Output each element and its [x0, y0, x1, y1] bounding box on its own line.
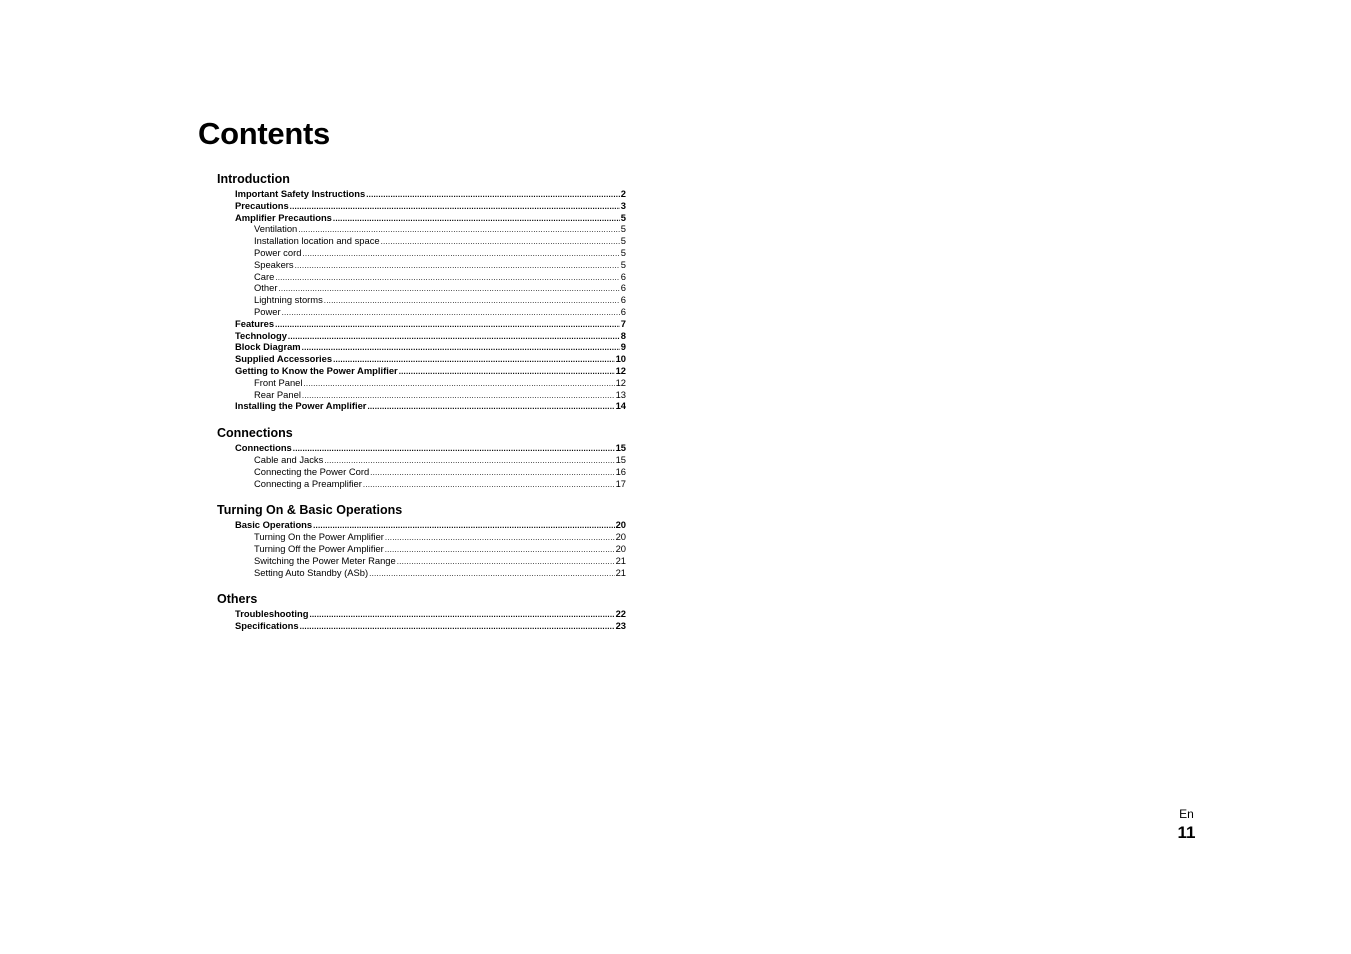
toc-entry-label: Connecting a Preamplifier — [254, 477, 362, 489]
toc-entry[interactable] — [217, 212, 626, 224]
dot-leader — [295, 261, 620, 271]
toc-entry-label: Specifications — [235, 620, 299, 632]
toc-entry-label: Installing the Power Amplifier — [235, 400, 367, 412]
toc-entry-label: Supplied Accessories — [235, 353, 333, 365]
toc-entry-page: 5 — [620, 223, 626, 235]
dot-leader — [313, 521, 614, 531]
dot-leader — [303, 379, 614, 389]
dot-leader — [275, 320, 620, 330]
toc-entry-label: Care — [254, 270, 275, 282]
dot-leader — [278, 284, 619, 294]
toc-entry-page: 6 — [620, 282, 626, 294]
section-heading: Turning On & Basic Operations — [217, 503, 403, 518]
toc-entry-label: Block Diagram — [235, 341, 301, 353]
dot-leader — [302, 249, 619, 259]
toc-entry-page: 16 — [615, 465, 626, 477]
toc-entry[interactable] — [217, 294, 626, 306]
toc-entry[interactable] — [217, 620, 626, 632]
dot-leader — [275, 272, 619, 282]
toc-entry[interactable] — [217, 543, 626, 555]
toc-entry-label: Technology — [235, 329, 287, 341]
toc-entry-label: Speakers — [254, 258, 294, 270]
toc-entry-label: Power — [254, 305, 281, 317]
toc-entry[interactable] — [217, 235, 626, 247]
toc-entry[interactable] — [217, 330, 626, 342]
dot-leader — [302, 390, 615, 400]
toc-entry-page: 6 — [620, 305, 626, 317]
toc-entry[interactable] — [217, 519, 626, 531]
page-footer — [1170, 806, 1203, 844]
toc-entry-label: Front Panel — [254, 376, 303, 388]
dot-leader — [333, 355, 614, 365]
toc-entry[interactable] — [217, 478, 626, 490]
toc-entry-label: Getting to Know the Power Amplifier — [235, 364, 398, 376]
dot-leader — [363, 479, 615, 489]
dot-leader — [399, 367, 615, 377]
section-heading: Others — [217, 592, 258, 607]
toc-entry-label: Ventilation — [254, 223, 298, 235]
toc-entry-label: Troubleshooting — [235, 608, 309, 620]
toc-entry[interactable] — [217, 400, 626, 412]
page-title: Contents — [198, 116, 330, 151]
toc-entry-page: 8 — [620, 329, 626, 341]
toc-entry[interactable] — [217, 454, 626, 466]
section-heading: Introduction — [217, 172, 290, 186]
toc-entry-page: 5 — [620, 235, 626, 247]
dot-leader — [367, 402, 614, 412]
toc-entry-page: 6 — [620, 294, 626, 306]
toc-entry-label: Turning Off the Power Amplifier — [254, 542, 384, 554]
toc-entry[interactable] — [217, 223, 626, 235]
toc-entry-page: 20 — [615, 531, 626, 543]
toc-entry[interactable] — [217, 200, 626, 212]
toc-entry-page: 9 — [620, 341, 626, 353]
dot-leader — [333, 213, 620, 223]
dot-leader — [302, 343, 620, 353]
toc-entry[interactable] — [217, 341, 626, 353]
toc-entry[interactable] — [217, 531, 626, 543]
section-heading: Connections — [217, 426, 293, 441]
toc-entry-label: Installation location and space — [254, 235, 380, 247]
toc-entry-label: Important Safety Instructions — [235, 188, 366, 199]
toc-entry[interactable] — [217, 247, 626, 259]
toc-entry-page: 14 — [615, 400, 626, 412]
dot-leader — [385, 533, 615, 543]
toc-entry-label: Connections — [235, 442, 292, 454]
toc-entry-label: Connecting the Power Cord — [254, 465, 370, 477]
toc-entry[interactable] — [217, 353, 626, 365]
toc-entry-page: 20 — [615, 519, 626, 531]
toc-section — [217, 501, 626, 578]
toc-entry[interactable] — [217, 271, 626, 283]
toc-entry-label: Power cord — [254, 246, 302, 258]
dot-leader — [397, 557, 615, 567]
toc-entry-label: Amplifier Precautions — [235, 211, 332, 223]
language-label: En — [1179, 807, 1194, 821]
toc-entry[interactable] — [217, 318, 626, 330]
toc-entry-page: 12 — [615, 364, 626, 376]
toc-section — [217, 590, 626, 632]
toc-entry-label: Rear Panel — [254, 388, 301, 400]
toc-entry[interactable] — [217, 466, 626, 478]
toc-entry-page: 10 — [615, 353, 626, 365]
toc-entry-page: 7 — [620, 317, 626, 329]
page-number: 11 — [1177, 823, 1196, 842]
dot-leader — [282, 308, 620, 318]
toc-entry[interactable] — [217, 377, 626, 389]
dot-leader — [369, 568, 614, 578]
toc-entry-label: Turning On the Power Amplifier — [254, 531, 384, 543]
toc-entry-page: 12 — [615, 376, 626, 388]
toc-entry[interactable] — [217, 389, 626, 401]
toc-entry-page: 23 — [615, 620, 626, 632]
table-of-contents — [217, 170, 626, 644]
toc-entry-label: Precautions — [235, 199, 289, 211]
dot-leader — [370, 468, 614, 478]
toc-entry-page: 17 — [615, 477, 626, 489]
dot-leader — [298, 225, 620, 235]
toc-entry-page: 13 — [615, 388, 626, 400]
toc-entry-page: 5 — [620, 211, 626, 223]
toc-entry-page: 21 — [615, 566, 626, 578]
dot-leader — [293, 444, 615, 454]
toc-section — [217, 424, 626, 489]
toc-entry[interactable] — [217, 188, 626, 200]
toc-entry-page: 5 — [620, 246, 626, 258]
toc-entry-page: 21 — [615, 554, 626, 566]
toc-entry[interactable] — [217, 608, 626, 620]
toc-entry-page: 22 — [615, 608, 626, 620]
dot-leader — [324, 456, 614, 466]
toc-entry-page: 20 — [615, 542, 626, 554]
toc-entry-label: Other — [254, 282, 278, 294]
dot-leader — [290, 202, 620, 212]
toc-entry-label: Basic Operations — [235, 519, 313, 531]
toc-section — [217, 170, 626, 412]
toc-entry-page: 3 — [620, 199, 626, 211]
toc-entry-label: Cable and Jacks — [254, 453, 324, 465]
toc-entry-page: 5 — [620, 258, 626, 270]
toc-entry[interactable] — [217, 555, 626, 567]
toc-entry-page: 15 — [615, 442, 626, 454]
toc-entry[interactable] — [217, 259, 626, 271]
toc-entry[interactable] — [217, 282, 626, 294]
toc-entry[interactable] — [217, 442, 626, 454]
dot-leader — [381, 237, 620, 247]
dot-leader — [366, 190, 620, 200]
toc-entry-label: Setting Auto Standby (ASb) — [254, 566, 369, 578]
toc-entry-page: 6 — [620, 270, 626, 282]
toc-entry[interactable] — [217, 567, 626, 579]
dot-leader — [300, 622, 615, 632]
dot-leader — [288, 331, 620, 341]
dot-leader — [324, 296, 620, 306]
dot-leader — [309, 610, 614, 620]
toc-entry[interactable] — [217, 306, 626, 318]
toc-entry-label: Features — [235, 317, 275, 329]
toc-entry-label: Switching the Power Meter Range — [254, 554, 396, 566]
dot-leader — [385, 545, 615, 555]
toc-entry-page: 15 — [615, 453, 626, 465]
toc-entry[interactable] — [217, 365, 626, 377]
toc-entry-page: 2 — [620, 188, 626, 199]
toc-entry-label: Lightning storms — [254, 294, 323, 306]
